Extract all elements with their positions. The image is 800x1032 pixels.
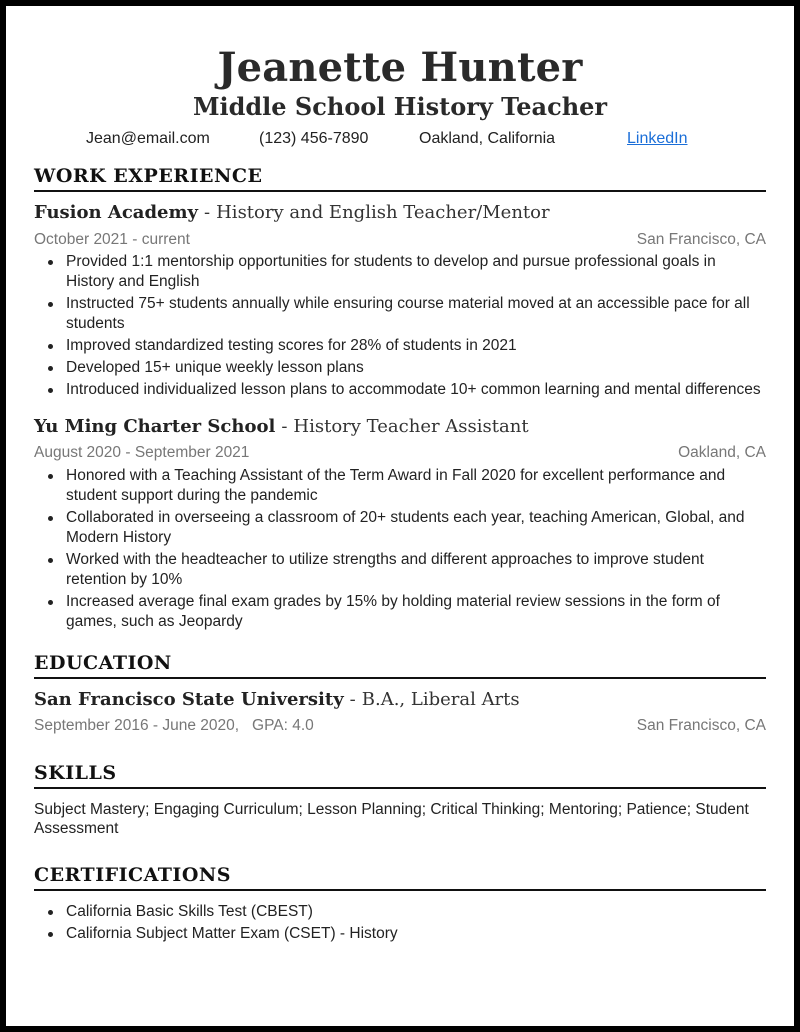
job-bullets [34,252,766,402]
bullet-item: Collaborated in overseeing a classroom of 20+ students each year, teaching American, Global, and Modern History [34,508,766,548]
education-dates-gpa: September 2016 - June 2020, GPA: 4.0 [34,717,314,734]
job-title-line [34,416,766,437]
bullet-item: Worked with the headteacher to utilize strengths and different approaches to improve student retention by 10% [34,550,766,590]
job-meta [34,444,766,464]
job-role: History and English Teacher/Mentor [216,202,550,223]
bullet-item: Honored with a Teaching Assistant of the Term Award in Fall 2020 for excellent performance and student support during the pandemic [34,466,766,506]
job-bullets [34,466,766,634]
job-separator: - [204,202,211,223]
job-separator: - [281,416,288,437]
job-organization: Yu Ming Charter School [34,416,276,437]
skills-list: Subject Mastery; Engaging Curriculum; Lesson Planning; Critical Thinking; Mentoring; Patience; Student Assessment [34,801,749,837]
certification-item: California Subject Matter Exam (CSET) - History [34,924,766,944]
certification-item: California Basic Skills Test (CBEST) [34,902,766,922]
bullet-item: Improved standardized testing scores for 28% of students in 2021 [34,336,766,356]
degree: B.A., Liberal Arts [361,689,520,710]
education-line [34,689,766,710]
candidate-title: Middle School History Teacher [192,92,608,121]
job-location: San Francisco, CA [636,231,766,248]
bullet-item: Instructed 75+ students annually while ensuring course material moved at an accessible pace for all students [34,294,766,334]
bullet-item: Increased average final exam grades by 15% by holding material review sessions in the form of games, such as Jeopardy [34,592,766,632]
job-dates: August 2020 - September 2021 [34,444,250,461]
certifications-list [34,902,766,946]
job-meta [34,231,766,251]
skills-heading: SKILLS [34,761,766,789]
education-meta [34,717,766,737]
contact-location: Oakland, California [419,130,556,147]
job-location: Oakland, CA [678,444,766,461]
education-location: San Francisco, CA [636,717,766,734]
job-organization: Fusion Academy [34,202,199,223]
bullet-item: Provided 1:1 mentorship opportunities for students to develop and pursue professional goals in History and English [34,252,766,292]
job-role: History Teacher Assistant [293,416,529,437]
job-dates: October 2021 - current [34,231,190,248]
bullet-item: Introduced individualized lesson plans to accommodate 10+ common learning and mental differences [34,380,766,400]
linkedin-link[interactable]: LinkedIn [627,130,688,147]
certifications-heading: CERTIFICATIONS [34,863,766,891]
contact-phone: (123) 456-7890 [259,130,369,147]
work-experience-heading: WORK EXPERIENCE [34,164,766,192]
school-name: San Francisco State University [34,689,344,710]
education-separator: - [349,689,356,710]
job-title-line [34,202,766,223]
education-heading: EDUCATION [34,651,766,679]
contact-bar [6,130,794,152]
bullet-item: Developed 15+ unique weekly lesson plans [34,358,766,378]
contact-email: Jean@email.com [86,130,210,147]
candidate-name: Jeanette Hunter [217,44,583,91]
